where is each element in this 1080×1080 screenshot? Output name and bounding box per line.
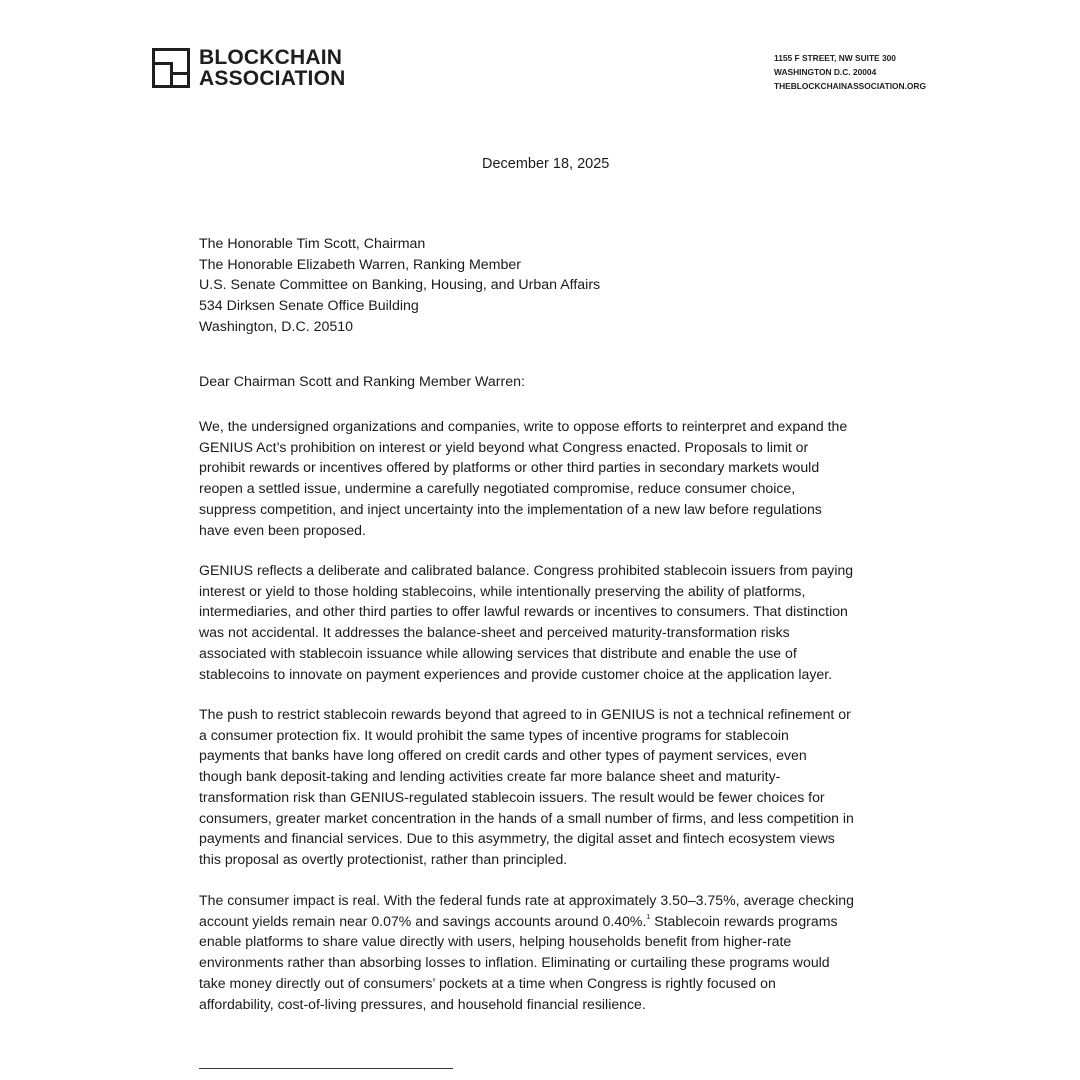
paragraph-line: environments rather than absorbing losses to inflation. Eliminating or curtailing these programs would — [199, 954, 830, 971]
paragraph-line: intermediaries, and other third parties to offer lawful rewards or incentives to consumers. That distinction — [199, 603, 848, 620]
paragraph-line: reopen a settled issue, undermine a carefully negotiated compromise, reduce consumer choice, — [199, 480, 796, 497]
paragraph-line: a consumer protection fix. It would prohibit the same types of incentive programs for stablecoin — [199, 726, 789, 743]
logo-wordmark — [199, 47, 345, 89]
paragraph-line: associated with stablecoin issuance while allowing services that distribute and enable the use of — [199, 644, 797, 661]
paragraph-line: enable platforms to share value directly with users, helping households benefit from higher-rate — [199, 933, 792, 950]
paragraph-1 — [199, 416, 899, 540]
paragraph-line: prohibit rewards or incentives offered by platforms or other third parties in secondary markets would — [199, 459, 820, 476]
recipient-block — [199, 234, 600, 338]
blockchain-association-logo — [152, 47, 345, 89]
recipient-line: The Honorable Elizabeth Warren, Ranking Member — [199, 256, 521, 273]
paragraph-2 — [199, 560, 899, 684]
paragraph-line: We, the undersigned organizations and companies, write to oppose efforts to reinterpret and expand the — [199, 418, 848, 434]
paragraph-line: payments that banks have long offered on credit cards and other types of payment services, even — [199, 747, 807, 764]
address-street: 1155 F STREET, NW SUITE 300 — [774, 53, 896, 63]
paragraph-text: account yields remain near 0.07% and savings accounts around 0.40%. — [199, 912, 647, 929]
paragraph-line: GENIUS reflects a deliberate and calibrated balance. Congress prohibited stablecoin issuers from paying — [199, 562, 854, 578]
paragraph-line: affordability, cost-of-living pressures, and household financial resilience. — [199, 995, 646, 1012]
paragraph-line: payments and financial services. Due to this asymmetry, the digital asset and fintech ecosystem views — [199, 830, 835, 847]
paragraph-line: interest or yield to those holding stablecoins, while intentionally preserving the ability of platforms, — [199, 582, 806, 599]
paragraph-line: though bank deposit-taking and lending activities create far more balance sheet and maturity- — [199, 768, 781, 785]
paragraph-line: have even been proposed. — [199, 521, 366, 538]
logo-line-1: BLOCKCHAIN — [199, 46, 343, 69]
paragraph-line: suppress competition, and inject uncertainty into the implementation of a new law before regulations — [199, 500, 822, 517]
salutation: Dear Chairman Scott and Ranking Member Warren: — [199, 374, 525, 390]
letter-date: December 18, 2025 — [482, 156, 610, 172]
paragraph-line: The push to restrict stablecoin rewards beyond that agreed to in GENIUS is not a technical refinement or — [199, 706, 851, 722]
logo-mark-icon — [152, 48, 190, 88]
paragraph-4 — [199, 890, 899, 1014]
paragraph-line — [199, 911, 899, 932]
footnote-marker[interactable]: 1 — [646, 913, 651, 921]
paragraph-line: this proposal as overtly protectionist, rather than principled. — [199, 850, 568, 867]
paragraph-line: consumers, greater market concentration in the hands of a small number of firms, and less competition in — [199, 809, 854, 826]
paragraph-line: transformation risk than GENIUS-regulated stablecoin issuers. The result would be fewer choices for — [199, 788, 825, 805]
recipient-line: 534 Dirksen Senate Office Building — [199, 298, 419, 315]
paragraph-line: stablecoins to innovate on payment experiences and provide customer choice at the application layer. — [199, 665, 833, 682]
paragraph-3 — [199, 704, 899, 870]
recipient-line: U.S. Senate Committee on Banking, Housing, and Urban Affairs — [199, 277, 601, 294]
recipient-line: The Honorable Tim Scott, Chairman — [199, 236, 426, 252]
paragraph-line: take money directly out of consumers’ pockets at a time when Congress is rightly focused on — [199, 974, 776, 991]
paragraph-text: Stablecoin rewards programs — [650, 912, 838, 929]
letterhead-address — [774, 51, 926, 93]
recipient-line: Washington, D.C. 20510 — [199, 318, 354, 335]
footnote-divider — [199, 1068, 453, 1069]
paragraph-line: GENIUS Act’s prohibition on interest or yield beyond what Congress enacted. Proposals to limit or — [199, 438, 809, 455]
address-city: WASHINGTON D.C. 20004 — [774, 67, 877, 77]
paragraph-line: was not accidental. It addresses the balance-sheet and perceived maturity-transformation risks — [199, 624, 790, 641]
paragraph-line: The consumer impact is real. With the federal funds rate at approximately 3.50–3.75%, average checking — [199, 892, 854, 908]
address-website: THEBLOCKCHAINASSOCIATION.ORG — [774, 81, 926, 91]
logo-line-2: ASSOCIATION — [199, 67, 346, 90]
